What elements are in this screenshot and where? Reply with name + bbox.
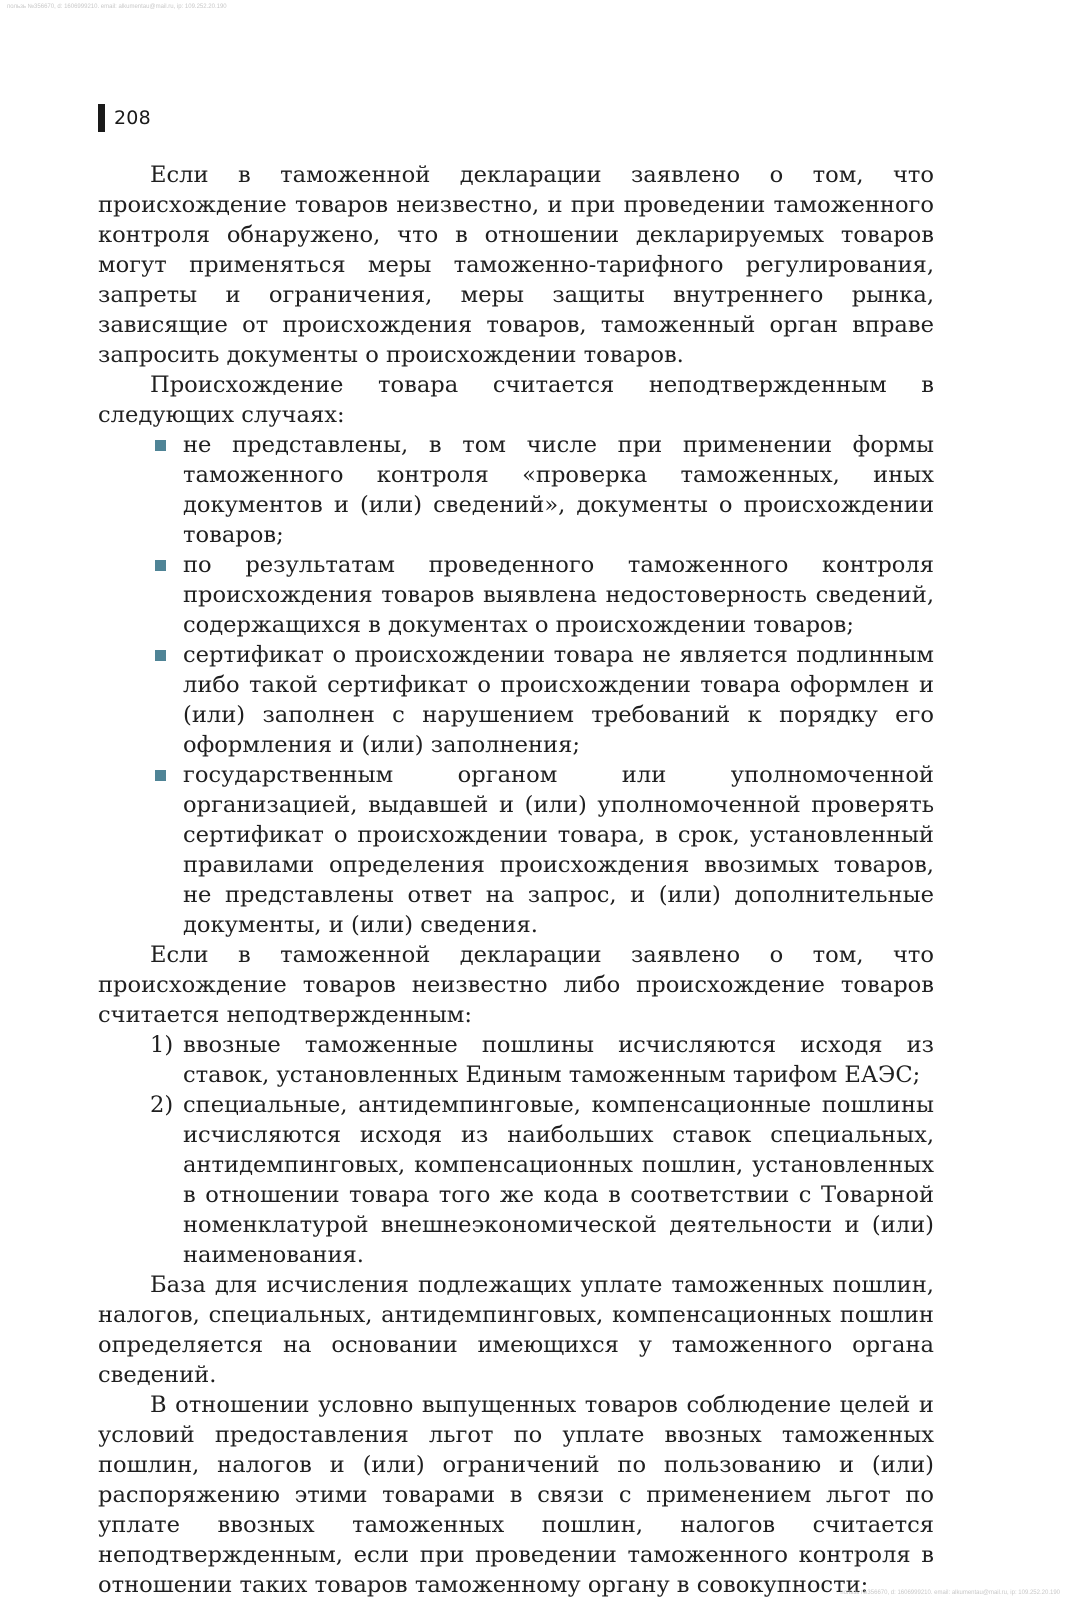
paragraph-unconfirmed-origin: Происхождение товара считается неподтвержденным в следующих случаях: (98, 372, 934, 428)
bullet-text: сертификат о происхождении товара не является подлинным либо такой сертификат о происхождении товара оформлен и (или) заполнен с нарушением требований к порядку его оформления и (или) заполнения; (183, 642, 934, 758)
square-bullet-icon (155, 770, 166, 781)
page-header (98, 104, 151, 132)
numbered-text: ввозные таможенные пошлины исчисляются исходя из ставок, установленных Единым таможенным тарифом ЕАЭС; (183, 1032, 934, 1088)
paragraph-unknown-origin: Если в таможенной декларации заявлено о том, что происхождение товаров неизвестно либо происхождение товаров считается неподтвержденным: (98, 942, 934, 1028)
page-body (98, 160, 934, 1600)
list-number: 2) (150, 1092, 174, 1118)
watermark-bottom: пользь №356670, d: 1606999210. email: alkumentau@mail.ru, ip: 109.252.20.190 (840, 1590, 1060, 1596)
bullet-item (98, 760, 934, 940)
bullet-list (98, 430, 934, 940)
square-bullet-icon (155, 650, 166, 661)
bullet-item (98, 430, 934, 550)
bullet-text: по результатам проведенного таможенного контроля происхождения товаров выявлена недостоверность сведений, содержащихся в документах о происхождении товаров; (183, 552, 934, 638)
bullet-item (98, 640, 934, 760)
paragraph-conditional-release: В отношении условно выпущенных товаров соблюдение целей и условий предоставления льгот по уплате ввозных таможенных пошлин, налогов и (или) ограничений по пользованию и (или) распоряжению этими товарами в связи с применением льгот по уплате ввозных таможенных пошлин, налогов считается неподтвержденным, если при проведении таможенного контроля в отношении таких товаров таможенному органу в совокупности: (98, 1392, 934, 1598)
bullet-item (98, 550, 934, 640)
bullet-text: не представлены, в том числе при применении формы таможенного контроля «проверка таможенных, иных документов и (или) сведений», документы о происхождении товаров; (183, 432, 934, 548)
numbered-list (98, 1030, 934, 1270)
paragraph-intro: Если в таможенной декларации заявлено о том, что происхождение товаров неизвестно, и при проведении таможенного контроля обнаружено, что в отношении декларируемых товаров могут применяться меры таможенно-тарифного регулирования, запреты и ограничения, меры защиты внутреннего рынка, зависящие от происхождения товаров, таможенный орган вправе запросить документы о происхождении товаров. (98, 162, 934, 368)
paragraph-tax-base: База для исчисления подлежащих уплате таможенных пошлин, налогов, специальных, антидемпинговых, компенсационных пошлин определяется на основании имеющихся у таможенного органа сведений. (98, 1272, 934, 1388)
square-bullet-icon (155, 440, 166, 451)
list-number: 1) (150, 1032, 174, 1058)
watermark-top: пользь №356670, d: 1606999210. email: alkumentau@mail.ru, ip: 109.252.20.190 (7, 4, 227, 10)
square-bullet-icon (155, 560, 166, 571)
page-number-bar (98, 104, 105, 132)
numbered-text: специальные, антидемпинговые, компенсационные пошлины исчисляются исходя из наибольших ставок специальных, антидемпинговых, компенсационных пошлин, установленных в отношении товара того же кода в соответствии с Товарной номенклатурой внешнеэкономической деятельности и (или) наименования. (183, 1092, 934, 1268)
numbered-item (98, 1030, 934, 1090)
numbered-item (98, 1090, 934, 1270)
page-number: 208 (114, 107, 151, 129)
bullet-text: государственным органом или уполномоченной организацией, выдавшей и (или) уполномоченной проверять сертификат о происхождении товара, в срок, установленный правилами определения происхождения ввозимых товаров, не представлены ответ на запрос, и (или) дополнительные документы, и (или) сведения. (183, 762, 934, 938)
